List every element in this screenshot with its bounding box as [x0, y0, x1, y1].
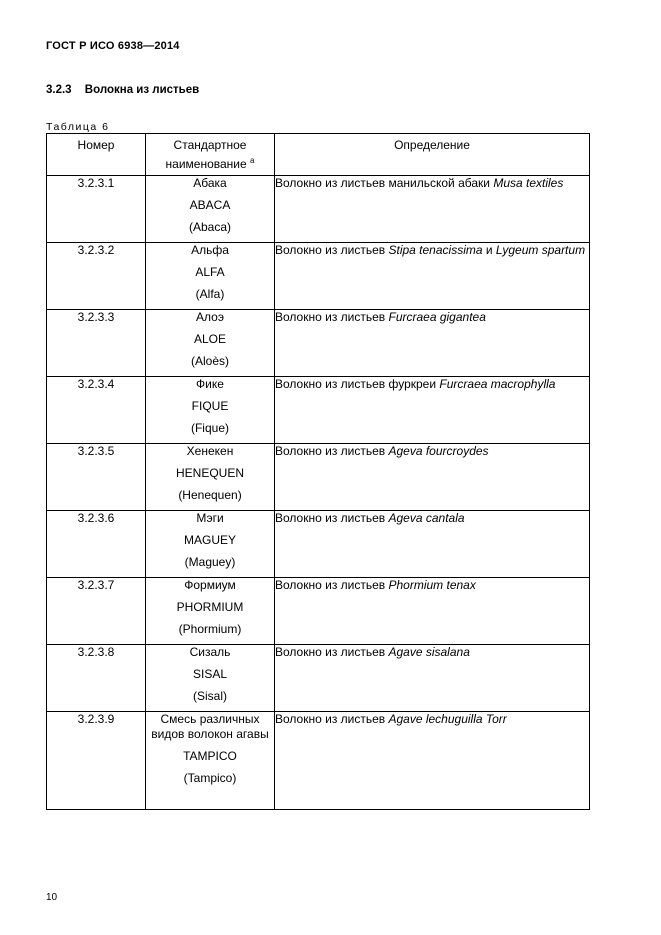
table-row	[47, 578, 590, 645]
footnote-marker: a	[250, 156, 255, 165]
species-name: Furcraea macrophylla	[439, 377, 556, 391]
standard-name-cell	[146, 243, 275, 310]
row-number: 3.2.3.7	[47, 578, 146, 645]
name-russian: Хенекен	[186, 444, 234, 458]
row-number: 3.2.3.9	[47, 712, 146, 810]
name-french: (Abaca)	[188, 220, 232, 234]
header-standard-name: Стандартное наименование $^a$	[146, 134, 275, 176]
section-title: Волокна из листьев	[84, 84, 200, 96]
species-name: Musa textiles	[493, 176, 564, 190]
species-name: Ageva fourcroydes	[388, 444, 489, 458]
row-number: 3.2.3.4	[47, 377, 146, 444]
header-number: Номер	[47, 134, 146, 176]
table-row	[47, 176, 590, 243]
name-russian: Фике	[196, 377, 224, 391]
species-name: Furcraea gigantea	[388, 310, 486, 324]
table-row	[47, 310, 590, 377]
table-row	[47, 243, 590, 310]
species-name: Agave sisalana	[388, 645, 470, 659]
standard-name-cell	[146, 645, 275, 712]
name-english: PHORMIUM	[176, 600, 244, 614]
name-english: ALOE	[193, 332, 226, 346]
name-russian: Абака	[193, 176, 227, 190]
name-english: ABACA	[189, 198, 231, 212]
definition-cell: Волокно из листьев Agave sisalana	[275, 645, 590, 712]
row-number: 3.2.3.3	[47, 310, 146, 377]
section-heading	[46, 84, 199, 96]
name-russian: Смесь различных видов волокон агавы	[151, 712, 269, 741]
table-header-row	[47, 134, 590, 176]
standard-name-cell	[146, 712, 275, 810]
definition-cell: Волокно из листьев Ageva cantala	[275, 511, 590, 578]
species-name: Phormium tenax	[388, 578, 476, 592]
definition-cell: Волокно из листьев Agave lechuguilla Torr	[275, 712, 590, 810]
name-english: ALFA	[195, 265, 225, 279]
standard-name-cell	[146, 444, 275, 511]
table-row	[47, 444, 590, 511]
standard-name-cell	[146, 578, 275, 645]
name-russian: Алоэ	[196, 310, 224, 324]
name-french: (Fique)	[190, 421, 229, 435]
name-russian: Формиум	[184, 578, 236, 592]
definition-cell: Волокно из листьев Phormium tenax	[275, 578, 590, 645]
standard-name-cell	[146, 511, 275, 578]
row-number: 3.2.3.6	[47, 511, 146, 578]
name-english: SISAL	[192, 667, 228, 681]
name-french: (Aloès)	[190, 354, 229, 368]
species-name: Lygeum spartum	[495, 243, 586, 257]
name-russian: Альфа	[191, 243, 229, 257]
name-russian: Мэги	[196, 511, 224, 525]
definition-cell: Волокно из листьев Ageva fourcroydes	[275, 444, 590, 511]
standard-name-cell	[146, 377, 275, 444]
row-number: 3.2.3.2	[47, 243, 146, 310]
standard-name-cell	[146, 310, 275, 377]
species-name: Stipa tenacissima	[388, 243, 483, 257]
table-row	[47, 712, 590, 810]
document-header: ГОСТ Р ИСО 6938—2014	[46, 40, 180, 52]
definition-cell: Волокно из листьев фуркреи Furcraea macrophylla	[275, 377, 590, 444]
name-french: (Tampico)	[183, 771, 237, 785]
name-english: FIQUE	[191, 399, 229, 413]
name-french: (Maguey)	[184, 555, 236, 569]
row-number: 3.2.3.8	[47, 645, 146, 712]
table-row	[47, 645, 590, 712]
name-russian: Сизаль	[189, 645, 231, 659]
species-name: Ageva cantala	[388, 511, 465, 525]
name-french: (Phormium)	[178, 622, 242, 636]
name-english: MAGUEY	[183, 533, 236, 547]
definition-cell: Волокно из листьев манильской абаки Musa textiles	[275, 176, 590, 243]
table-row	[47, 377, 590, 444]
table-caption: Таблица 6	[46, 121, 110, 133]
name-english: TAMPICO	[183, 749, 237, 763]
name-english: HENEQUEN	[175, 466, 244, 480]
definition-cell: Волокно из листьев Furcraea gigantea	[275, 310, 590, 377]
name-french: (Henequen)	[178, 488, 242, 502]
page-number: 10	[46, 892, 58, 903]
row-number: 3.2.3.1	[47, 176, 146, 243]
name-french: (Sisal)	[192, 689, 227, 703]
definition-cell: Волокно из листьев Stipa tenacissima и Lygeum spartum	[275, 243, 590, 310]
table-row	[47, 511, 590, 578]
standard-name-cell	[146, 176, 275, 243]
section-number: 3.2.3	[46, 84, 72, 96]
row-number: 3.2.3.5	[47, 444, 146, 511]
name-french: (Alfa)	[195, 287, 225, 301]
header-definition: Определение	[275, 134, 590, 176]
species-name: Agave lechuguilla Torr	[388, 712, 507, 726]
fiber-table	[46, 133, 590, 810]
